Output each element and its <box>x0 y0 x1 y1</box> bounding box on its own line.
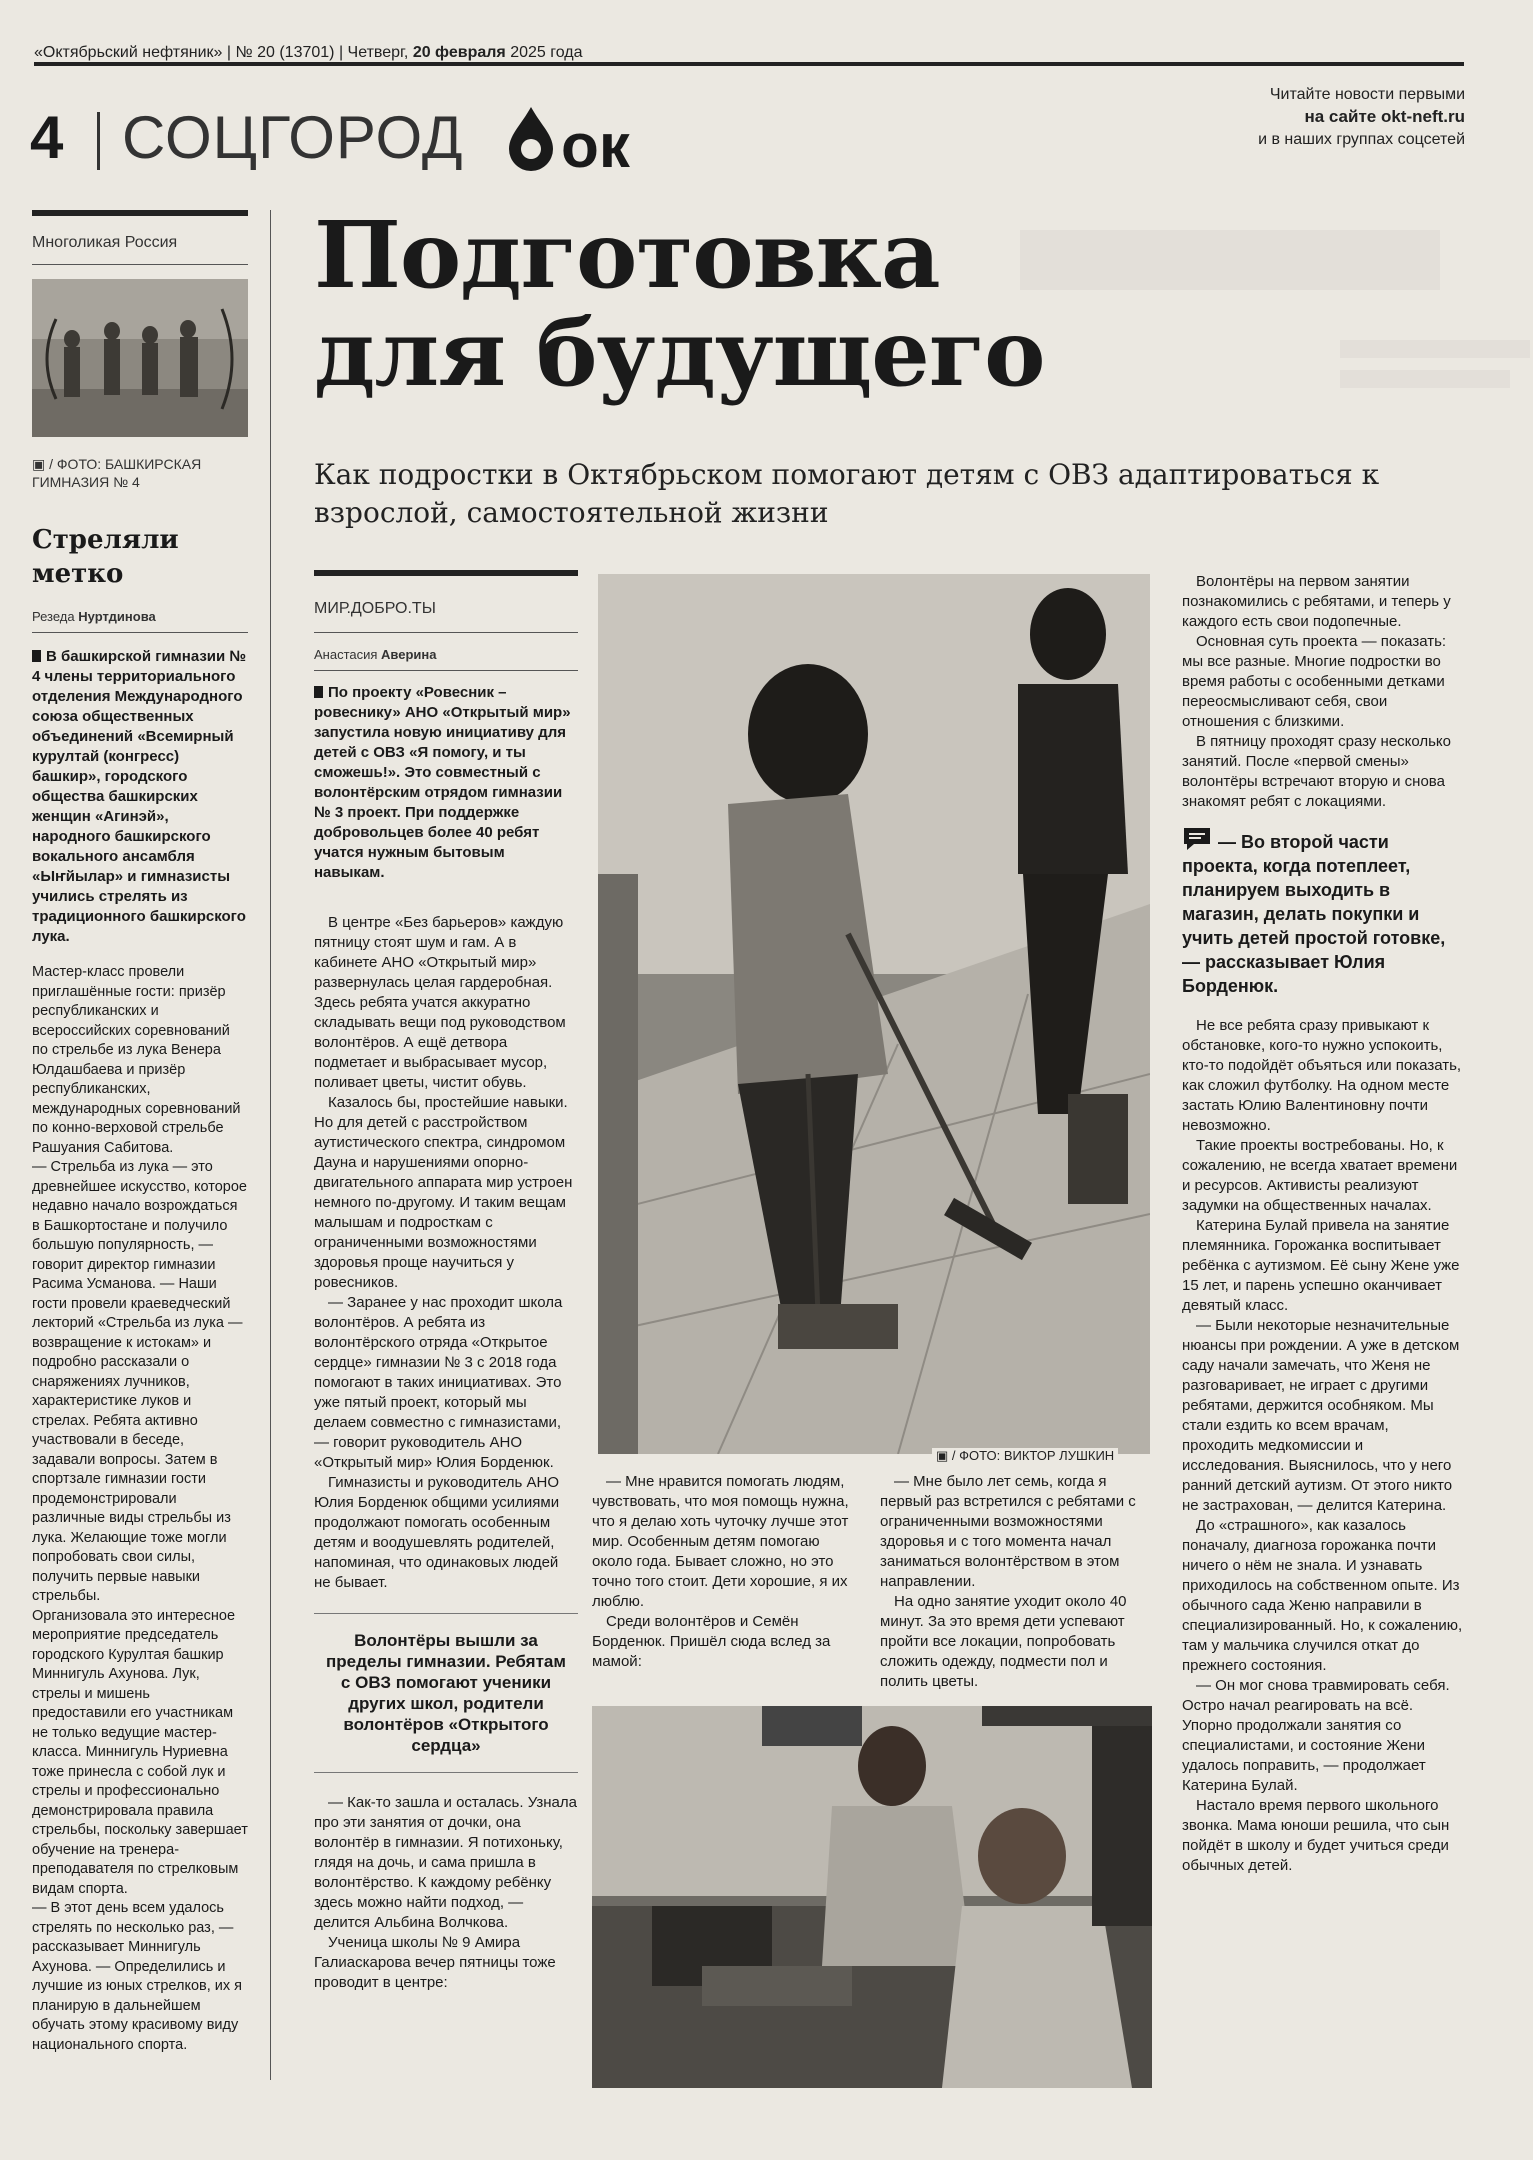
news-promo-line3: и в наших группах соцсетей <box>1258 131 1465 148</box>
section-divider <box>97 112 100 170</box>
paragraph: Не все ребята сразу привыкают к обстановке, кого-то нужно успокоить, кто-то подойдёт объяться или показать, как сложил футболку. На одном месте застать Юлию Валентиновну почти невозможно. <box>1182 1017 1462 1134</box>
paragraph: Катерина Булай привела на занятие племянника. Горожанка воспитывает ребёнка с аутизмом. Её сыну Жене уже 15 лет, и парень успешно оканчивает девятый класс. <box>1182 1217 1460 1314</box>
photo-caption <box>932 1448 1118 1464</box>
paper-name: «Октябрьский нефтяник» <box>34 44 223 61</box>
sidebar-rubric: Многоликая Россия <box>32 234 178 251</box>
date: 20 февраля <box>412 44 506 61</box>
article-subhead: Как подростки в Октябрьском помогают детям с ОВЗ адаптироваться к взрослой, самостоятельной жизни <box>314 458 1380 529</box>
sidebar-byline <box>32 609 248 624</box>
issue-number: № 20 (13701) <box>235 44 335 61</box>
article-lead <box>314 683 578 883</box>
article-byline <box>314 647 578 662</box>
sidebar-photo-credit: / ФОТО: БАШКИРСКАЯ ГИМНАЗИЯ № 4 <box>32 456 202 490</box>
paragraph: Волонтёры на первом занятии познакомились с ребятами, и теперь у каждого есть свои подопечные. <box>1182 573 1451 630</box>
sidebar-paragraph: Мастер-класс провели приглашённые гости: призёр республиканских и всероссийских соревнований по стрельбе из лука Венера Юлдашбаева и призёр республиканских, международных соревнований по конно-верховой стрельбе Рашуания Сабитова. <box>32 964 241 1156</box>
byline-underline <box>314 670 578 671</box>
column-divider <box>270 210 271 2080</box>
article-body-col1-cont <box>314 1793 578 1993</box>
rubric-underline <box>32 264 248 265</box>
article-column-4 <box>1182 572 1464 1876</box>
article-column-1 <box>314 570 578 1993</box>
column-rule <box>314 570 578 576</box>
paragraph: — Мне нравится помогать людям, чувствовать, что моя помощь нужна, что я делаю хоть чуточку лучше этот мир. Особенным детям помогаю около года. Бывает сложно, но это точно того стоит. Дети хорошие, я их люблю. <box>592 1473 849 1610</box>
byline-underline <box>32 632 248 633</box>
sidebar-article <box>32 210 248 2055</box>
folding-clothes-photo <box>592 1706 1152 2088</box>
paragraph: — Заранее у нас проходит школа волонтёров. А ребята из волонтёрского отряда «Открытое сердце» гимназии № 3 с 2018 года помогают в таких инициативах. Это уже пятый проект, который мы делаем совместно с гимназистами, — говорит руководитель АНО «Открытый мир» Юлия Борденюк. <box>314 1294 563 1471</box>
headline-line1: Подготовка <box>314 201 940 309</box>
sidebar-author-first: Резеда <box>32 609 75 624</box>
sidebar-lead <box>32 647 248 947</box>
camera-icon: ▣ <box>32 456 46 472</box>
article-author-last: Аверина <box>381 647 437 662</box>
sidebar-rule <box>32 210 248 216</box>
article-lead-text: По проекту «Ровесник – ровеснику» АНО «Открытый мир» запустила новую инициативу для детей с ОВЗ «Я помогу, и ты сможешь!». Это совместный с волонтёрским отрядом гимназии № 3 проект. При поддержке добровольцев более 40 ребят учатся нужным бытовым навыкам. <box>314 684 571 881</box>
headline-line2: для будущего <box>314 299 1045 407</box>
sidebar-body <box>32 963 248 2055</box>
article-column-2 <box>592 1472 862 1672</box>
paragraph: Основная суть проекта — показать: мы все разные. Многие подростки во время работы с особенными детками переосмысливают себя, свои отношения с близкими. <box>1182 633 1447 730</box>
news-promo-line1: Читайте новости первыми <box>1269 86 1465 103</box>
paragraph: На одно занятие уходит около 40 минут. За это время дети успевают пройти все локации, попробовать сложить одежду, подмести пол и полить цветы. <box>880 1593 1127 1690</box>
top-rule <box>34 62 1464 66</box>
archery-photo <box>32 279 248 437</box>
paragraph: В пятницу проходят сразу несколько занятий. После «первой смены» волонтёры встречают вторую и снова знакомят ребят с локациями. <box>1182 733 1452 810</box>
bleed-through <box>1000 190 1533 450</box>
paragraph: До «страшного», как казалось поначалу, диагноза горожанка почти ничего о нём не знала. И узнавать приходилось на собственном опыте. Из обычного сада Женю направили в специализированный. Но, к сожалению, там у мальчика случился откат до прежнего состояния. <box>1182 1517 1463 1674</box>
lead-marker-icon <box>32 650 41 662</box>
paragraph: Гимназисты и руководитель АНО Юлия Борденюк общими усилиями продолжают помогать особенным детям и воодушевлять родителей, напоминая, что одинаковых людей не бывает. <box>314 1474 560 1591</box>
section-name: СОЦГОРОД <box>122 104 464 171</box>
paragraph: — Были некоторые незначительные нюансы при рождении. А уже в детском саду начали замечать, что Женя не разговаривает, не играет с другими ребятами, держится особняком. Мы стали ездить ко всем врачам, проходить медкомиссии и исследования. Выяснилось, что у него ранний детский аутизм. От этого никто не застрахован, — делится Катерина. <box>1182 1317 1460 1514</box>
paragraph: — Как-то зашла и осталась. Узнала про эти занятия от дочки, она волонтёр в гимназии. Я потихоньку, глядя на дочь, и сама пришла в волонтёрство. К каждому ребёнку здесь можно найти подход, — делится Альбина Волчкова. <box>314 1794 577 1931</box>
paragraph: — Он мог снова травмировать себя. Остро начал реагировать на всё. Упорно продолжали занятия со специалистами, и состояние Жени удалось поправить, — продолжает Катерина Булай. <box>1182 1677 1450 1794</box>
rubric-underline <box>314 632 578 633</box>
sidebar-paragraph: — Стрельба из лука — это древнейшее искусство, которое недавно начало возрождаться в Башкортостане и получило большую популярность, — говорит директор гимназии Расима Усманова. — Наши гости провели краеведческий лекторий «Стрельба из лука — возвращение к истокам» и подробно рассказали о снаряжениях лучников, характеристике луков и стрелах. Ребята активно участвовали в беседе, задавали вопросы. Затем в спортзале гимназии гости продемонстрировали различные виды стрельбы из лука. Желающие тоже могли попробовать свои силы, получить первые навыки стрельбы. <box>32 1159 247 1604</box>
paragraph: Казалось бы, простейшие навыки. Но для детей с расстройством аутистического спектра, синдромом Дауна и нарушениями опорно-двигательного аппарата мир устроен немного по-другому. И таким вещам малышам и подросткам с ограниченными возможностями здоровья проще научиться у ровесников. <box>314 1094 573 1291</box>
sweeping-photo <box>598 574 1150 1454</box>
sidebar-title: Стреляли метко <box>32 525 179 589</box>
logo-text: ок <box>561 112 630 173</box>
drop-logo-icon <box>503 101 639 173</box>
paragraph: — Мне было лет семь, когда я первый раз встретился с ребятами с ограниченными возможностями здоровья и с того момента начал заниматься волонтёрством в этом направлении. <box>880 1473 1136 1590</box>
paragraph: Настало время первого школьного звонка. Мама юноши решила, что сын пойдёт в школу и будет учиться среди обычных детей. <box>1182 1797 1450 1874</box>
article-rubric: МИР.ДОБРО.ТЫ <box>314 600 436 617</box>
photo-credit: / ФОТО: ВИКТОР ЛУШКИН <box>951 1448 1115 1463</box>
article-body-col1 <box>314 913 578 1593</box>
sidebar-paragraph: Организовала это интересное мероприятие председатель городского Курултая башкир Миннигуль Ахунова. Лук, стрелы и мишень предоставили его участникам не только ведущие мастер-класса. Миннигуль Нуриевна тоже принесла с собой лук и стрелы и профессионально демонстрировала правила стрельбы, поскольку завершает обучение на тренера-преподавателя по стрелковым видам спорта. <box>32 1607 248 1897</box>
pull-quote-box: Волонтёры вышли за пределы гимназии. Ребятам с ОВЗ помогают ученики других школ, родители волонтёров «Открытого сердца» <box>314 1613 578 1773</box>
masthead: «Октябрьский нефтяник» | № 20 (13701) | Четверг, 20 февраля 2025 года <box>34 44 583 61</box>
quote-text: — Во второй части проекта, когда потеплеет, планируем выходить в магазин, делать покупки и учить детей простой готовке, — рассказывает Юлия Борденюк. <box>1182 832 1446 996</box>
quote-block <box>1182 826 1464 998</box>
weekday: Четверг, <box>347 44 409 61</box>
lead-marker-icon <box>314 686 323 698</box>
speech-bubble-icon <box>1182 826 1212 852</box>
news-promo <box>1258 84 1465 151</box>
page-number: 4 <box>30 104 64 171</box>
bleed-through-shapes <box>1000 190 1533 450</box>
article-headline <box>314 201 1045 407</box>
news-promo-site: на сайте okt-neft.ru <box>1304 107 1465 126</box>
article-author-first: Анастасия <box>314 647 378 662</box>
camera-icon: ▣ <box>936 1448 949 1463</box>
sidebar-photo-caption <box>32 455 248 491</box>
sidebar-paragraph: — В этот день всем удалось стрелять по несколько раз, — рассказывает Миннигуль Ахунова. — Определились и лучшие из юных стрелков, их я планирую в дальнейшем обучать этому красивому виду национального спорта. <box>32 1900 243 2053</box>
paragraph: Такие проекты востребованы. Но, к сожалению, не всегда хватает времени и ресурсов. Активисты реализуют задумки на общественных началах. <box>1182 1137 1458 1214</box>
paragraph: В центре «Без барьеров» каждую пятницу стоят шум и гам. А в кабинете АНО «Открытый мир» развернулась целая гардеробная. Здесь ребята учатся аккуратно складывать вещи под руководством волонтёров. А ещё детвора подметает и выбрасывает мусор, поливает цветы, чистит обувь. <box>314 914 566 1091</box>
year: 2025 года <box>510 44 583 61</box>
sidebar-author-last: Нуртдинова <box>78 609 156 624</box>
sidebar-lead-text: В башкирской гимназии № 4 члены территориального отделения Международного союза общественных объединений «Всемирный курултай (конгресс) башкир», городского общества башкирских женщин «Агинэй», народного башкирского вокального ансамбля «Ыҥйылар» и гимназисты учились стрелять из традиционного башкирского лука. <box>32 648 247 945</box>
paragraph: Среди волонтёров и Семён Борденюк. Пришёл сюда вслед за мамой: <box>592 1613 831 1670</box>
article-column-3 <box>880 1472 1152 1692</box>
paragraph: Ученица школы № 9 Амира Галиаскарова вечер пятницы тоже проводит в центре: <box>314 1934 556 1991</box>
